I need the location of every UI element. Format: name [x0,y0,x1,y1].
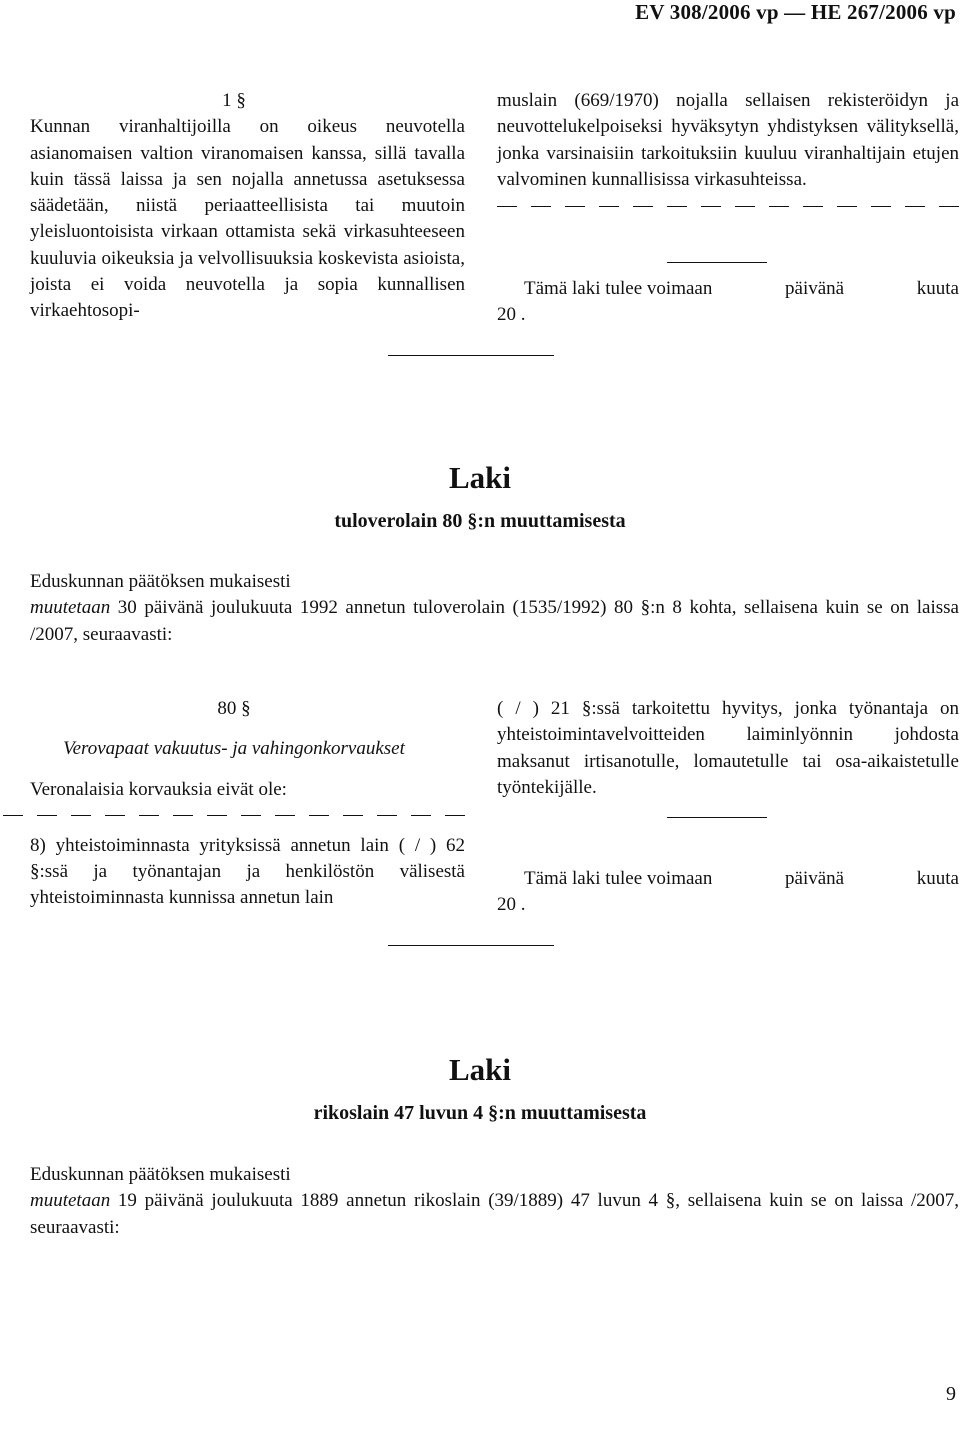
section-lead: Veronalaisia korvauksia eivät ole: [30,778,287,800]
item-8: 8) yhteistoiminnasta yrityksissä annetun lain ( / ) 62 §:ssä ja työnantajan ja henkilöstön välisestä yhteistoiminnasta kunnissa annetun lain [30,834,465,909]
running-header: EV 308/2006 vp — HE 267/2006 vp [635,0,956,24]
amendment-clause [3,1188,959,1241]
section-number: 1 § [222,90,246,111]
omission-dashes [497,193,959,219]
entry-month: kuuta [916,868,959,889]
item-8-continuation: ( / ) 21 §:ssä tarkoitettu hyvitys, jonka työnantaja on yhteistoimintavelvoitteiden laiminlyönnin johdosta maksanut irtisanotulle, lomautetulle tai osa-aikaistetulle työntekijälle. [497,698,959,798]
entry-year: 20 . [497,304,526,326]
preamble: Eduskunnan päätöksen mukaisesti [30,1164,291,1185]
separator-rule [667,817,767,818]
law-end-rule [388,355,554,356]
amendment-body: 19 päivänä joulukuuta 1889 annetun rikoslain (39/1889) 47 luvun 4 §, sellaisena kuin se on laissa /2007, seuraavasti: [30,1190,959,1238]
page-number: 9 [946,1383,956,1405]
law-preamble-block [3,1162,959,1241]
entry-text: Tämä laki tulee voimaan [524,278,713,299]
section-80-left-column [3,696,465,912]
law-title: Laki [448,1052,512,1087]
law-preamble-block [3,569,959,648]
amendment-clause [3,595,959,648]
amendment-verb: muutetaan [30,597,111,619]
law-end-rule [388,945,554,946]
section-1-left-column [3,88,465,325]
entry-day: päivänä [785,868,845,889]
law-title: Laki [448,460,512,495]
amendment-body: 30 päivänä joulukuuta 1992 annetun tuloverolain (1535/1992) 80 §:n 8 kohta, sellaisena kuin se on laissa /2007, seuraavasti: [30,597,959,645]
section-80-right-column [497,696,959,801]
separator-rule [667,262,767,263]
entry-text: Tämä laki tulee voimaan [524,868,713,889]
entry-day: päivänä [785,278,845,299]
law-subtitle: tuloverolain 80 §:n muuttamisesta [334,510,626,532]
section-heading: Verovapaat vakuutus- ja vahingonkorvaukset [63,738,405,760]
entry-year: 20 . [497,894,526,916]
section-1-right-column [497,88,959,219]
law-subtitle: rikoslain 47 luvun 4 §:n muuttamisesta [313,1102,647,1124]
omission-dashes [3,803,465,829]
section-1-text: Kunnan viranhaltijoilla on oikeus neuvotella asianomaisen valtion viranomaisen kanssa, sillä tavalla kuin tässä laissa ja sen nojalla annetussa asetuksessa säädetään, niistä periaatteellisista tai muutoin yleisluontoisista virkaan ottamista sekä virkasuhteeseen kuuluvia oikeuksia ja velvollisuuksia koskevista asioista, joista ei voida neuvotella ja sopia kunnallisen virkaehtosopi- [30,116,465,322]
section-1-continuation: muslain (669/1970) nojalla sellaisen rekisteröidyn ja neuvottelukelpoiseksi hyväksytyn yhdistyksen välityksellä, jonka varsinaisiin tarkoituksiin kuuluu viranhaltijain etujen valvominen kunnallisissa virkasuhteissa. [497,90,959,190]
preamble: Eduskunnan päätöksen mukaisesti [30,571,291,592]
amendment-verb: muutetaan [30,1190,111,1212]
entry-month: kuuta [916,278,959,299]
section-number: 80 § [217,698,251,719]
entry-into-force-top [497,276,959,329]
entry-into-force-law1 [497,866,959,919]
